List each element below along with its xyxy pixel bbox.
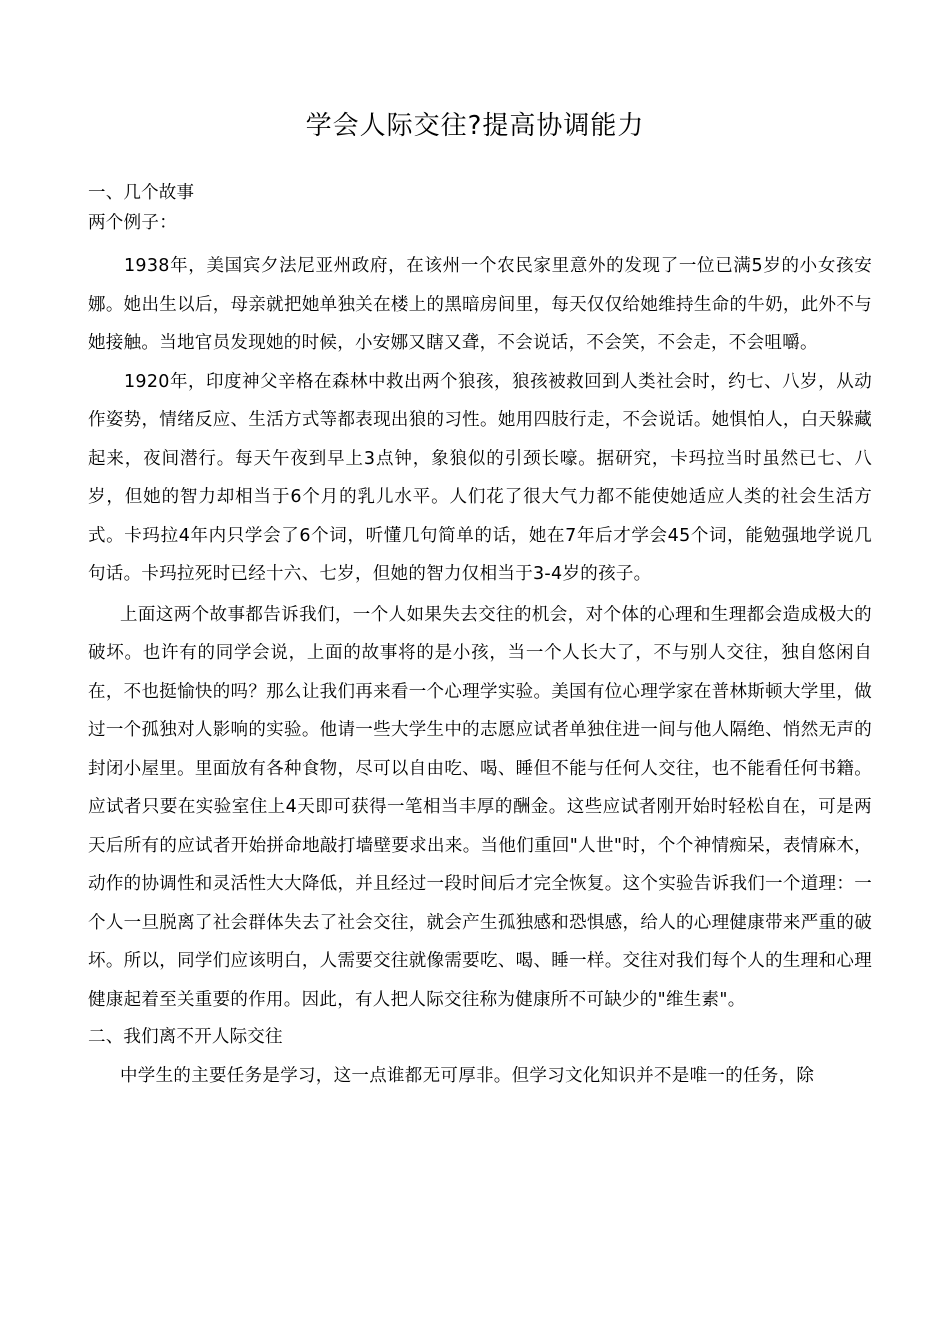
paragraph-isolation-experiment: 上面这两个故事都告诉我们，一个人如果失去交往的机会，对个体的心理和生理都会造成极大的破坏。也许有的同学会说，上面的故事将的是小孩，当一个人长大了，不与别人交往，独自悠闲自在，不也挺愉快的吗？那么让我们再来看一个心理学实验。美国有位心理学家在普林斯顿大学里，做过一个孤独对人影响的实验。他请一些大学生中的志愿应试者单独住进一间与他人隔绝、悄然无声的封闭小屋里。里面放有各种食物，尽可以自由吃、喝、睡但不能与任何人交往，也不能看任何书籍。应试者只要在实验室住上4天即可获得一笔相当丰厚的酬金。这些应试者刚开始时轻松自在，可是两天后所有的应试者开始拼命地敲打墙壁要求出来。当他们重回"人世"时，个个神情痴呆，表情麻木，动作的协调性和灵活性大大降低，并且经过一段时间后才完全恢复。这个实验告诉我们一个道理：一个人一旦脱离了社会群体失去了社会交往，就会产生孤独感和恐惧感，给人的心理健康带来严重的破坏。所以，同学们应该明白，人需要交往就像需要吃、喝、睡一样。交往对我们每个人的生理和心理健康起着至关重要的作用。因此，有人把人际交往称为健康所不可缺少的"维生素"。 [88, 604, 872, 1010]
paragraph-wolf-children-story: 1920年，印度神父辛格在森林中救出两个狼孩，狼孩被救回到人类社会时，约七、八岁，从动作姿势，情绪反应、生活方式等都表现出狼的习性。她用四肢行走，不会说话。她惧怕人，白天躲藏起来，夜间潜行。每天午夜到早上3点钟，象狼似的引颈长嚎。据研究，卡玛拉当时虽然已七、八岁，但她的智力却相当于6个月的乳儿水平。人们花了很大气力都不能使她适应人类的社会生活方式。卡玛拉4年内只学会了6个词，听懂几句简单的话，她在7年后才学会45个词，能勉强地学说几句话。卡玛拉死时已经十六、七岁，但她的智力仅相当于3-4岁的孩子。 [88, 371, 872, 584]
document-body [88, 178, 872, 1095]
paragraph-anna-story: 1938年，美国宾夕法尼亚州政府，在该州一个农民家里意外的发现了一位已满5岁的小女孩安娜。她出生以后，母亲就把她单独关在楼上的黑暗房间里，每天仅仅给她维持生命的牛奶，此外不与她接触。当地官员发现她的时候，小安娜又瞎又聋，不会说话，不会笑，不会走，不会咀嚼。 [88, 256, 872, 353]
paragraph-student-tasks: 中学生的主要任务是学习，这一点谁都无可厚非。但学习文化知识并不是唯一的任务，除 [120, 1066, 815, 1086]
section-heading: 一、几个故事 [88, 183, 195, 203]
section-subheading: 两个例子： [88, 213, 177, 233]
section-heading: 二、我们离不开人际交往 [88, 1027, 283, 1047]
document-title: 学会人际交往?提高协调能力 [305, 111, 645, 141]
